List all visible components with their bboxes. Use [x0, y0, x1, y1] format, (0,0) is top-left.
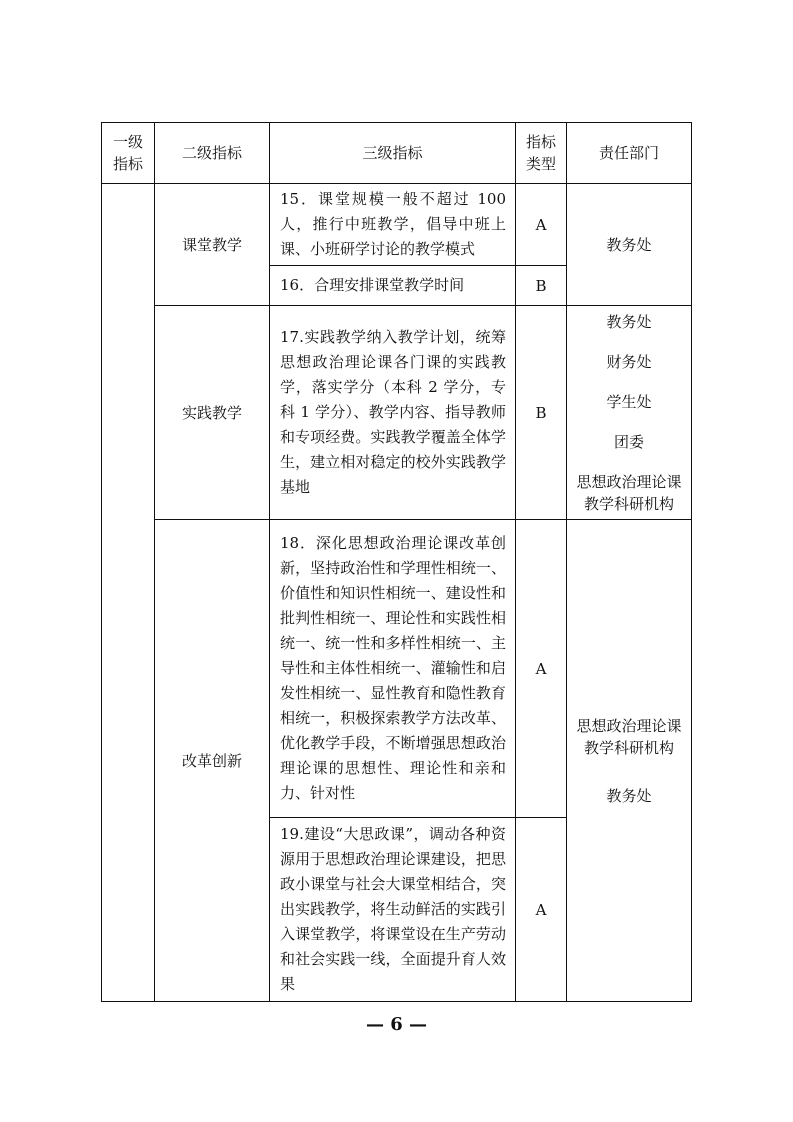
table-row: [102, 520, 692, 818]
dept-item: 思想政治理论课 教学科研机构: [576, 716, 682, 757]
table-row: [102, 306, 692, 520]
dept-cell: [567, 306, 692, 520]
level2-cell: 改革创新: [155, 520, 270, 1002]
dept-item: 团委: [613, 432, 644, 451]
type-cell: B: [516, 306, 567, 520]
level3-cell: [270, 184, 516, 266]
level3-cell: [270, 266, 516, 306]
dept-cell: [567, 184, 692, 306]
dept-cell: [567, 520, 692, 1002]
header-type: 指标 类型: [516, 123, 567, 184]
dept-list: [567, 715, 691, 807]
indicator-text: 18．深化思想政治理论课改革创新，坚持政治性和学理性相统一、价值性和知识性相统一、建设性和批判性相统一、理论性和实践性相统一、统一性和多样性相统一、主导性和主体性相统一、灌输性和启发性相统一、显性教育和隐性教育相统一，积极探索教学方法改革、优化教学手段，不断增强思想政治理论课的思想性、理论性和亲和力、针对性: [280, 534, 506, 802]
indicator-text: 19.建设“大思政课”，调动各种资源用于思想政治理论课建设，把思政小课堂与社会大课堂相结合，突出实践教学，将生动鲜活的实践引入课堂教学，将课堂设在生产劳动和社会实践一线，全面提升育人效果: [280, 825, 506, 993]
type-cell: A: [516, 184, 567, 266]
level1-cell: [102, 184, 155, 1002]
header-level3: 三级指标: [270, 123, 516, 184]
table-row: [102, 184, 692, 266]
page-number: — 6 —: [365, 1014, 428, 1035]
type-cell: A: [516, 818, 567, 1002]
type-cell: B: [516, 266, 567, 306]
dept-item: 教务处: [606, 235, 652, 254]
type-cell: A: [516, 520, 567, 818]
dept-item: 教务处: [606, 786, 652, 805]
header-level2: 二级指标: [155, 123, 270, 184]
level2-cell: 实践教学: [155, 306, 270, 520]
indicator-table: [101, 122, 692, 1002]
dept-item: 学生处: [606, 392, 652, 411]
indicator-text: 16．合理安排课堂教学时间: [280, 276, 465, 294]
header-level1: 一级 指标: [102, 123, 155, 184]
level3-cell: [270, 520, 516, 818]
dept-item: 财务处: [606, 352, 652, 371]
indicator-text: 15．课堂规模一般不超过 100 人，推行中班教学，倡导中班上课、小班研学讨论的教学模式: [280, 190, 506, 258]
level2-cell: 课堂教学: [155, 184, 270, 306]
table-header-row: [102, 123, 692, 184]
dept-list: [567, 311, 691, 515]
header-dept: 责任部门: [567, 123, 692, 184]
level3-cell: [270, 306, 516, 520]
level3-cell: [270, 818, 516, 1002]
dept-item: 教务处: [606, 312, 652, 331]
indicator-text: 17.实践教学纳入教学计划，统筹思想政治理论课各门课的实践教学，落实学分（本科 2 学分，专科 1 学分）、教学内容、指导教师和专项经费。实践教学覆盖全体学生，建立相对稳定的校外实践教学基地: [280, 328, 506, 496]
dept-item: 思想政治理论课 教学科研机构: [576, 472, 682, 513]
